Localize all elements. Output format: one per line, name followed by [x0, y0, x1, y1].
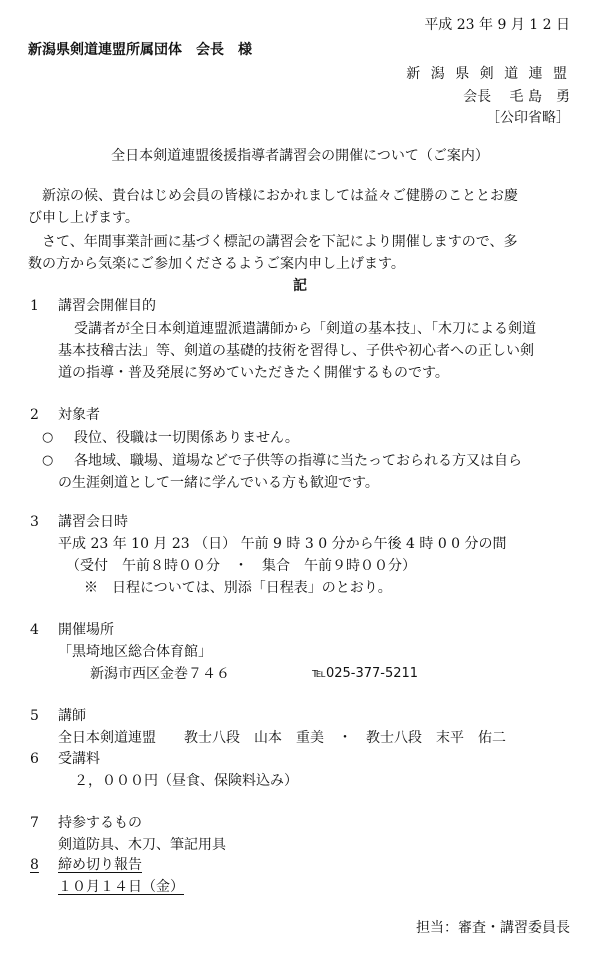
fee-line: ２，０００円（昼食、保険料込み）: [74, 773, 298, 789]
contact-person: 担当：審査・講習委員長: [416, 920, 570, 936]
section-4-number: 4: [30, 622, 39, 638]
section-6-number: 6: [30, 751, 39, 767]
sender-organization: 新 潟 県 剣 道 連 盟: [406, 66, 570, 82]
section-4-heading: 開催場所: [58, 622, 114, 638]
venue-address: 新潟市西区金巻７４６: [90, 666, 230, 682]
ki-heading: 記: [293, 278, 307, 294]
section-2-item-1: 段位、役職は一切関係ありません。: [74, 430, 299, 446]
section-3-number: 3: [30, 514, 39, 530]
section-2-item-2-line-2: の生涯剣道として一緒に学んでいる方も歓迎です。: [58, 475, 379, 491]
section-1-line-1: 受講者が全日本剣道連盟派遣講師から「剣道の基本技」、「木刀による剣道: [74, 321, 536, 337]
document-date: 平成 23 年 9 月 1 2 日: [424, 17, 570, 33]
document-title: 全日本剣道連盟後援指導者講習会の開催について（ご案内）: [111, 148, 489, 164]
section-3-line-2: （受付 午前８時００分 ・ 集合 午前９時００分）: [66, 558, 416, 574]
section-1-line-3: 道の指導・普及発展に努めていただきたく開催するものです。: [58, 365, 449, 381]
section-8-number: 8: [30, 857, 39, 873]
section-1-number: 1: [30, 298, 39, 314]
section-8-heading: 締め切り報告: [58, 857, 142, 873]
recipient-line: 新潟県剣道連盟所属団体 会長 様: [28, 42, 252, 58]
section-2-number: 2: [30, 407, 39, 423]
intro-paragraph-2-line-1: さて、年間事業計画に基づく標記の講習会を下記により開催しますので、多: [42, 234, 518, 250]
section-5-number: 5: [30, 708, 39, 724]
section-3-line-3: ※ 日程については、別添「日程表」のとおり。: [84, 580, 392, 596]
bullet-circle-2: ○: [42, 453, 54, 468]
venue-name: 「黒埼地区総合体育館」: [58, 644, 212, 660]
section-7-number: 7: [30, 815, 39, 831]
section-1-line-2: 基本技稽古法」等、剣道の基礎的技術を習得し、子供や初心者への正しい剣: [58, 343, 534, 359]
bullet-circle-1: ○: [42, 430, 54, 445]
section-3-line-1: 平成 23 年 10 月 23 （日） 午前 9 時 3 0 分から午後 4 時 0 0 分の間: [58, 536, 507, 552]
intro-paragraph-1-line-2: び申し上げます。: [28, 210, 139, 226]
section-2-heading: 対象者: [58, 407, 100, 423]
items-to-bring-line: 剣道防具、木刀、筆記用具: [58, 837, 226, 853]
deadline-date: １０月１４日（金）: [58, 879, 184, 895]
section-2-item-2-line-1: 各地域、職場、道場などで子供等の指導に当たっておられる方又は自ら: [74, 453, 522, 469]
instructors-line: 全日本剣道連盟 教士八段 山本 重美 ・ 教士八段 末平 佑二: [58, 730, 506, 746]
section-3-heading: 講習会日時: [58, 514, 128, 530]
section-5-heading: 講師: [58, 708, 86, 724]
section-1-heading: 講習会開催目的: [58, 298, 156, 314]
section-6-heading: 受講料: [58, 751, 100, 767]
seal-omitted-note: ［公印省略］: [486, 110, 570, 126]
intro-paragraph-1-line-1: 新涼の候、貴台はじめ会員の皆様におかれましては益々ご健勝のこととお慶: [42, 188, 518, 204]
venue-telephone: ℡025-377-5211: [312, 666, 419, 681]
intro-paragraph-2-line-2: 数の方から気楽にご参加くださるようご案内申し上げます。: [28, 256, 405, 272]
sender-name: 会長 毛 島 勇: [463, 89, 570, 105]
section-7-heading: 持参するもの: [58, 815, 142, 831]
